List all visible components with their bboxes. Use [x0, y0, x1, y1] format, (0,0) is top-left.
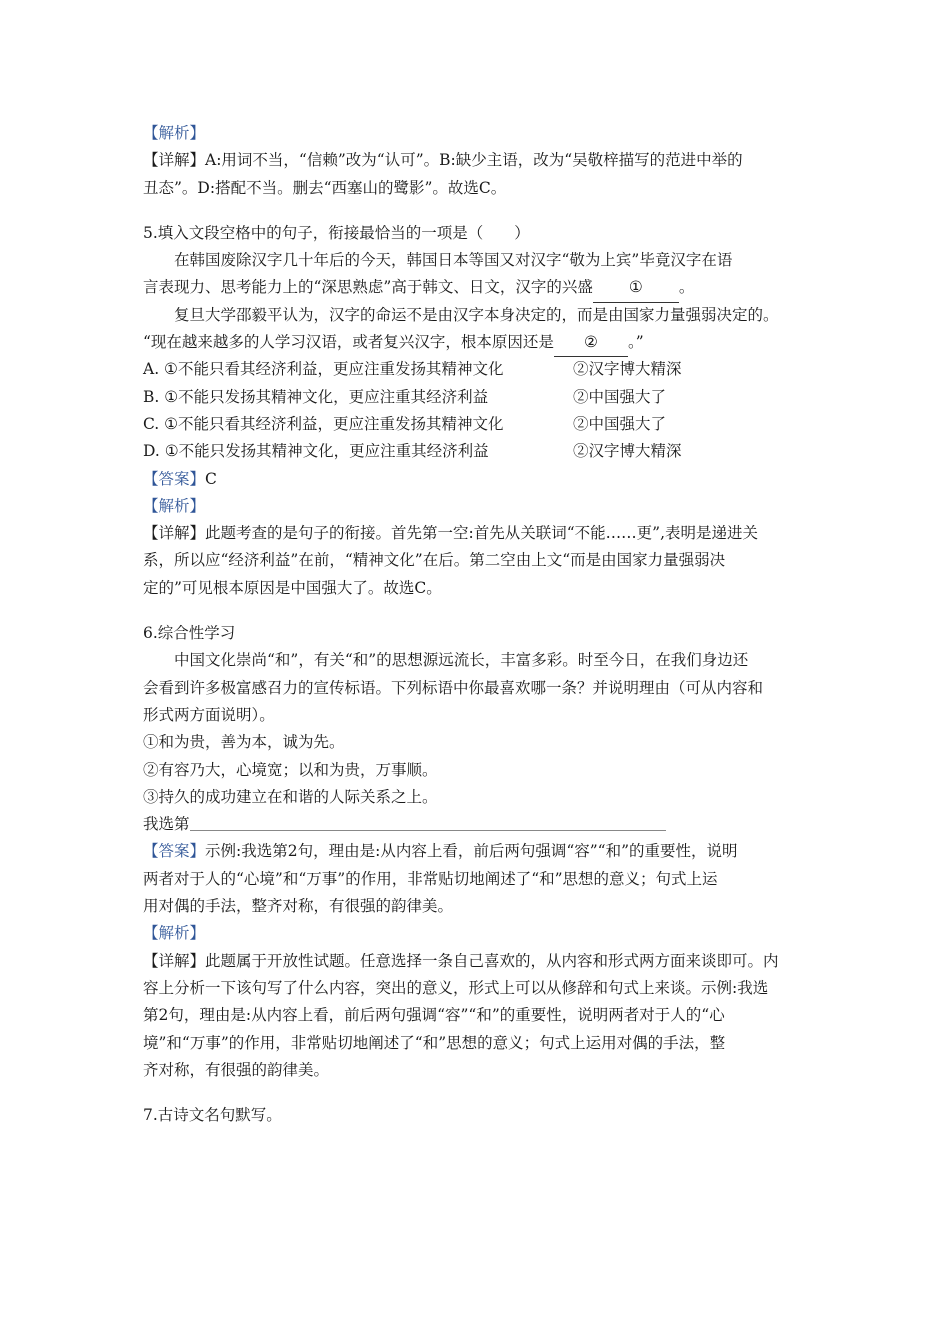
q6-para-line2: 会看到许多极富感召力的宣传标语。下列标语中你最喜欢哪一条？并说明理由（可从内容和	[143, 678, 764, 697]
q6-jiexi-label: 【解析】	[143, 924, 206, 943]
q5-answer	[143, 466, 813, 493]
q5-para1-line2: 言表现力、思考能力上的“深思熟虑”高于韩文、日文，汉字的兴盛 ① 。	[143, 274, 813, 301]
q4-detail-line-1: 【详解】A:用词不当，“信赖”改为“认可”。B:缺少主语，改为“吴敬梓描写的范进中举的	[143, 151, 743, 170]
q5-answer-value: C	[205, 469, 217, 488]
q5-answer-tag: 【答案】	[143, 469, 206, 488]
q6-para-line1: 中国文化崇尚“和”，有关“和”的思想源远流长，丰富多彩。时至今日，在我们身边还	[174, 651, 749, 670]
q5-option-d: D. ①不能只发扬其精神文化，更应注重其经济利益 ②汉字博大精深	[143, 442, 682, 461]
q5-option-b: B. ①不能只发扬其精神文化，更应注重其经济利益 ②中国强大了	[143, 387, 667, 406]
q4-detail-line-2: 丑态”。D:搭配不当。删去“西塞山的鹭影”。故选C。	[143, 178, 507, 197]
q6-detail-line-3: 第2句，理由是:从内容上看，前后两句强调“容”“和”的重要性，说明两者对于人的“心	[143, 1006, 725, 1025]
q6-detail-line-4: 境”和“万事”的作用，非常贴切地阐述了“和”思想的意义；句式上运用对偶的手法，整	[143, 1033, 726, 1052]
q5-blank-2: ②	[554, 329, 628, 357]
q6-slogan-2: ②有容乃大，心境宽；以和为贵，万事顺。	[143, 760, 438, 779]
q5-para2-line2: “现在越来越多的人学习汉语，或者复兴汉字，根本原因还是 ② 。”	[143, 329, 813, 356]
q5-stem: 5.填入文段空格中的句子，衔接最恰当的一项是（ ）	[143, 223, 530, 242]
q5-para2-line1: 复旦大学邵毅平认为，汉字的命运不是由汉字本身决定的，而是由国家力量强弱决定的。	[174, 305, 779, 324]
q6-slogan-3: ③持久的成功建立在和谐的人际关系之上。	[143, 787, 438, 806]
q6-detail-tag: 【详解】	[143, 951, 206, 970]
q4-detail-tag: 【详解】	[143, 151, 206, 170]
q5-option-a: A. ①不能只看其经济利益，更应注重发扬其精神文化 ②汉字博大精深	[143, 360, 682, 379]
q6-slogan-1: ①和为贵，善为本，诚为先。	[143, 733, 345, 752]
q6-answer-tag: 【答案】	[143, 842, 206, 861]
q5-option-c: C. ①不能只看其经济利益，更应注重发扬其精神文化 ②中国强大了	[143, 414, 667, 433]
q5-blank-1: ①	[593, 274, 679, 302]
q6-answer-line-1: 【答案】示例:我选第2句，理由是:从内容上看，前后两句强调“容”“和”的重要性，说明	[143, 842, 738, 861]
q6-stem: 6.综合性学习	[143, 624, 236, 643]
q6-answer-line-3: 用对偶的手法，整齐对称，有很强的韵律美。	[143, 897, 454, 916]
q5-detail-line-3: 定的”可见根本原因是中国强大了。故选C。	[143, 578, 442, 597]
q5-jiexi-label: 【解析】	[143, 496, 206, 515]
q5-detail-tag: 【详解】	[143, 524, 206, 543]
q5-detail-line-1: 【详解】此题考查的是句子的衔接。首先第一空:首先从关联词“不能……更”,表明是递进关	[143, 524, 759, 543]
q4-jiexi-label: 【解析】	[143, 124, 206, 142]
q6-detail-line-1: 【详解】此题属于开放性试题。任意选择一条自己喜欢的，从内容和形式两方面来谈即可。内	[143, 951, 779, 970]
q5-detail-line-2: 系，所以应“经济利益”在前，“精神文化”在后。第二空由上文“而是由国家力量强弱决	[143, 551, 726, 570]
q6-para-line3: 形式两方面说明）。	[143, 705, 275, 724]
q6-choose-line: 我选第	[143, 811, 813, 838]
q6-answer-line-2: 两者对于人的“心境”和“万事”的作用，非常贴切地阐述了“和”思想的意义；句式上运	[143, 869, 718, 888]
q6-detail-line-2: 容上分析一下该句写了什么内容，突出的意义，形式上可以从修辞和句式上来谈。示例:我选	[143, 978, 769, 997]
document-page	[143, 120, 813, 1129]
q7-stem: 7.古诗文名句默写。	[143, 1106, 282, 1125]
q5-para1-line1: 在韩国废除汉字几十年后的今天，韩国日本等国又对汉字“敬为上宾”毕竟汉字在语	[174, 251, 733, 270]
q6-answer-blank	[190, 814, 666, 831]
q6-detail-line-5: 齐对称，有很强的韵律美。	[143, 1060, 330, 1079]
